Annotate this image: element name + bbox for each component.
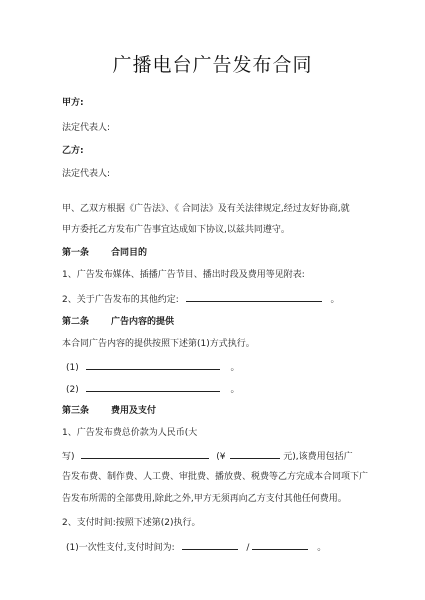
preamble-line-1: 甲、乙双方根据《广告法》、《 合同法》及有关法律规定,经过友好协商,就 — [62, 204, 350, 214]
article-2-option-2-end: 。 — [230, 385, 240, 395]
article-3-payment-option-1 — [66, 540, 326, 554]
article-2-option-1-label: (1) — [66, 363, 79, 373]
fee-line-2-prefix: 写) — [62, 452, 75, 462]
content-option-2-blank[interactable] — [86, 382, 220, 392]
article-3-fee-line-1: 1、广告发布费总价款为人民币(大 — [62, 428, 198, 438]
article-1-heading — [62, 247, 147, 259]
party-b-representative: 法定代表人: — [62, 169, 111, 179]
article-1-item-1: 1、广告发布媒体、插播广告节目、播出时段及费用等见附表: — [62, 270, 305, 280]
article-2-intro: 本合同广告内容的提供按照下述第(1)方式执行。 — [62, 339, 255, 349]
fee-line-2-suffix: 元),该费用包括广 — [283, 452, 353, 462]
payment-option-1-text: (1)一次性支付,支付时间为: — [66, 543, 175, 553]
fee-amount-figures-blank[interactable] — [230, 449, 280, 459]
article-1-item-2-end: 。 — [330, 295, 340, 305]
content-option-1-blank[interactable] — [86, 360, 220, 370]
article-3-fee-line-2 — [62, 449, 353, 463]
fee-amount-words-blank[interactable] — [81, 449, 209, 459]
article-3-name: 费用及支付 — [111, 406, 157, 416]
article-2-heading — [62, 316, 174, 328]
document-title: 广播电台广告发布合同 — [112, 54, 313, 76]
payment-time-blank-1[interactable] — [182, 540, 238, 550]
article-1-name: 合同目的 — [111, 248, 148, 258]
article-2-option-2 — [66, 382, 240, 396]
article-3-number: 第三条 — [62, 406, 90, 416]
party-b-label: 乙方: — [62, 146, 84, 156]
article-1-item-2-text: 2、关于广告发布的其他约定: — [62, 295, 179, 305]
article-3-heading — [62, 405, 156, 417]
preamble-line-2: 甲方委托乙方发布广告事宜达成如下协议,以兹共同遵守。 — [62, 225, 290, 235]
party-a-label: 甲方: — [62, 98, 84, 108]
article-2-number: 第二条 — [62, 317, 90, 327]
article-3-fee-line-4: 告发布所需的全部费用,除此之外,甲方无须再向乙方支付其他任何费用。 — [62, 494, 347, 504]
other-terms-blank[interactable] — [186, 292, 322, 302]
party-a-representative: 法定代表人: — [62, 123, 111, 133]
article-2-option-1 — [66, 360, 240, 374]
article-2-option-1-end: 。 — [230, 363, 240, 373]
payment-option-1-separator: / — [246, 543, 250, 553]
article-2-name: 广告内容的提供 — [111, 317, 175, 327]
fee-line-2-yuan-symbol: (¥ — [216, 452, 226, 462]
article-3-payment-time: 2、支付时间:按照下述第(2)执行。 — [62, 518, 201, 528]
payment-time-blank-2[interactable] — [252, 540, 308, 550]
article-1-item-2 — [62, 292, 340, 306]
article-2-option-2-label: (2) — [66, 385, 79, 395]
article-1-number: 第一条 — [62, 248, 90, 258]
article-3-fee-line-3: 告发布费、制作费、人工费、审批费、播放费、税费等乙方完成本合同项下广 — [62, 472, 369, 482]
payment-option-1-end: 。 — [317, 543, 327, 553]
